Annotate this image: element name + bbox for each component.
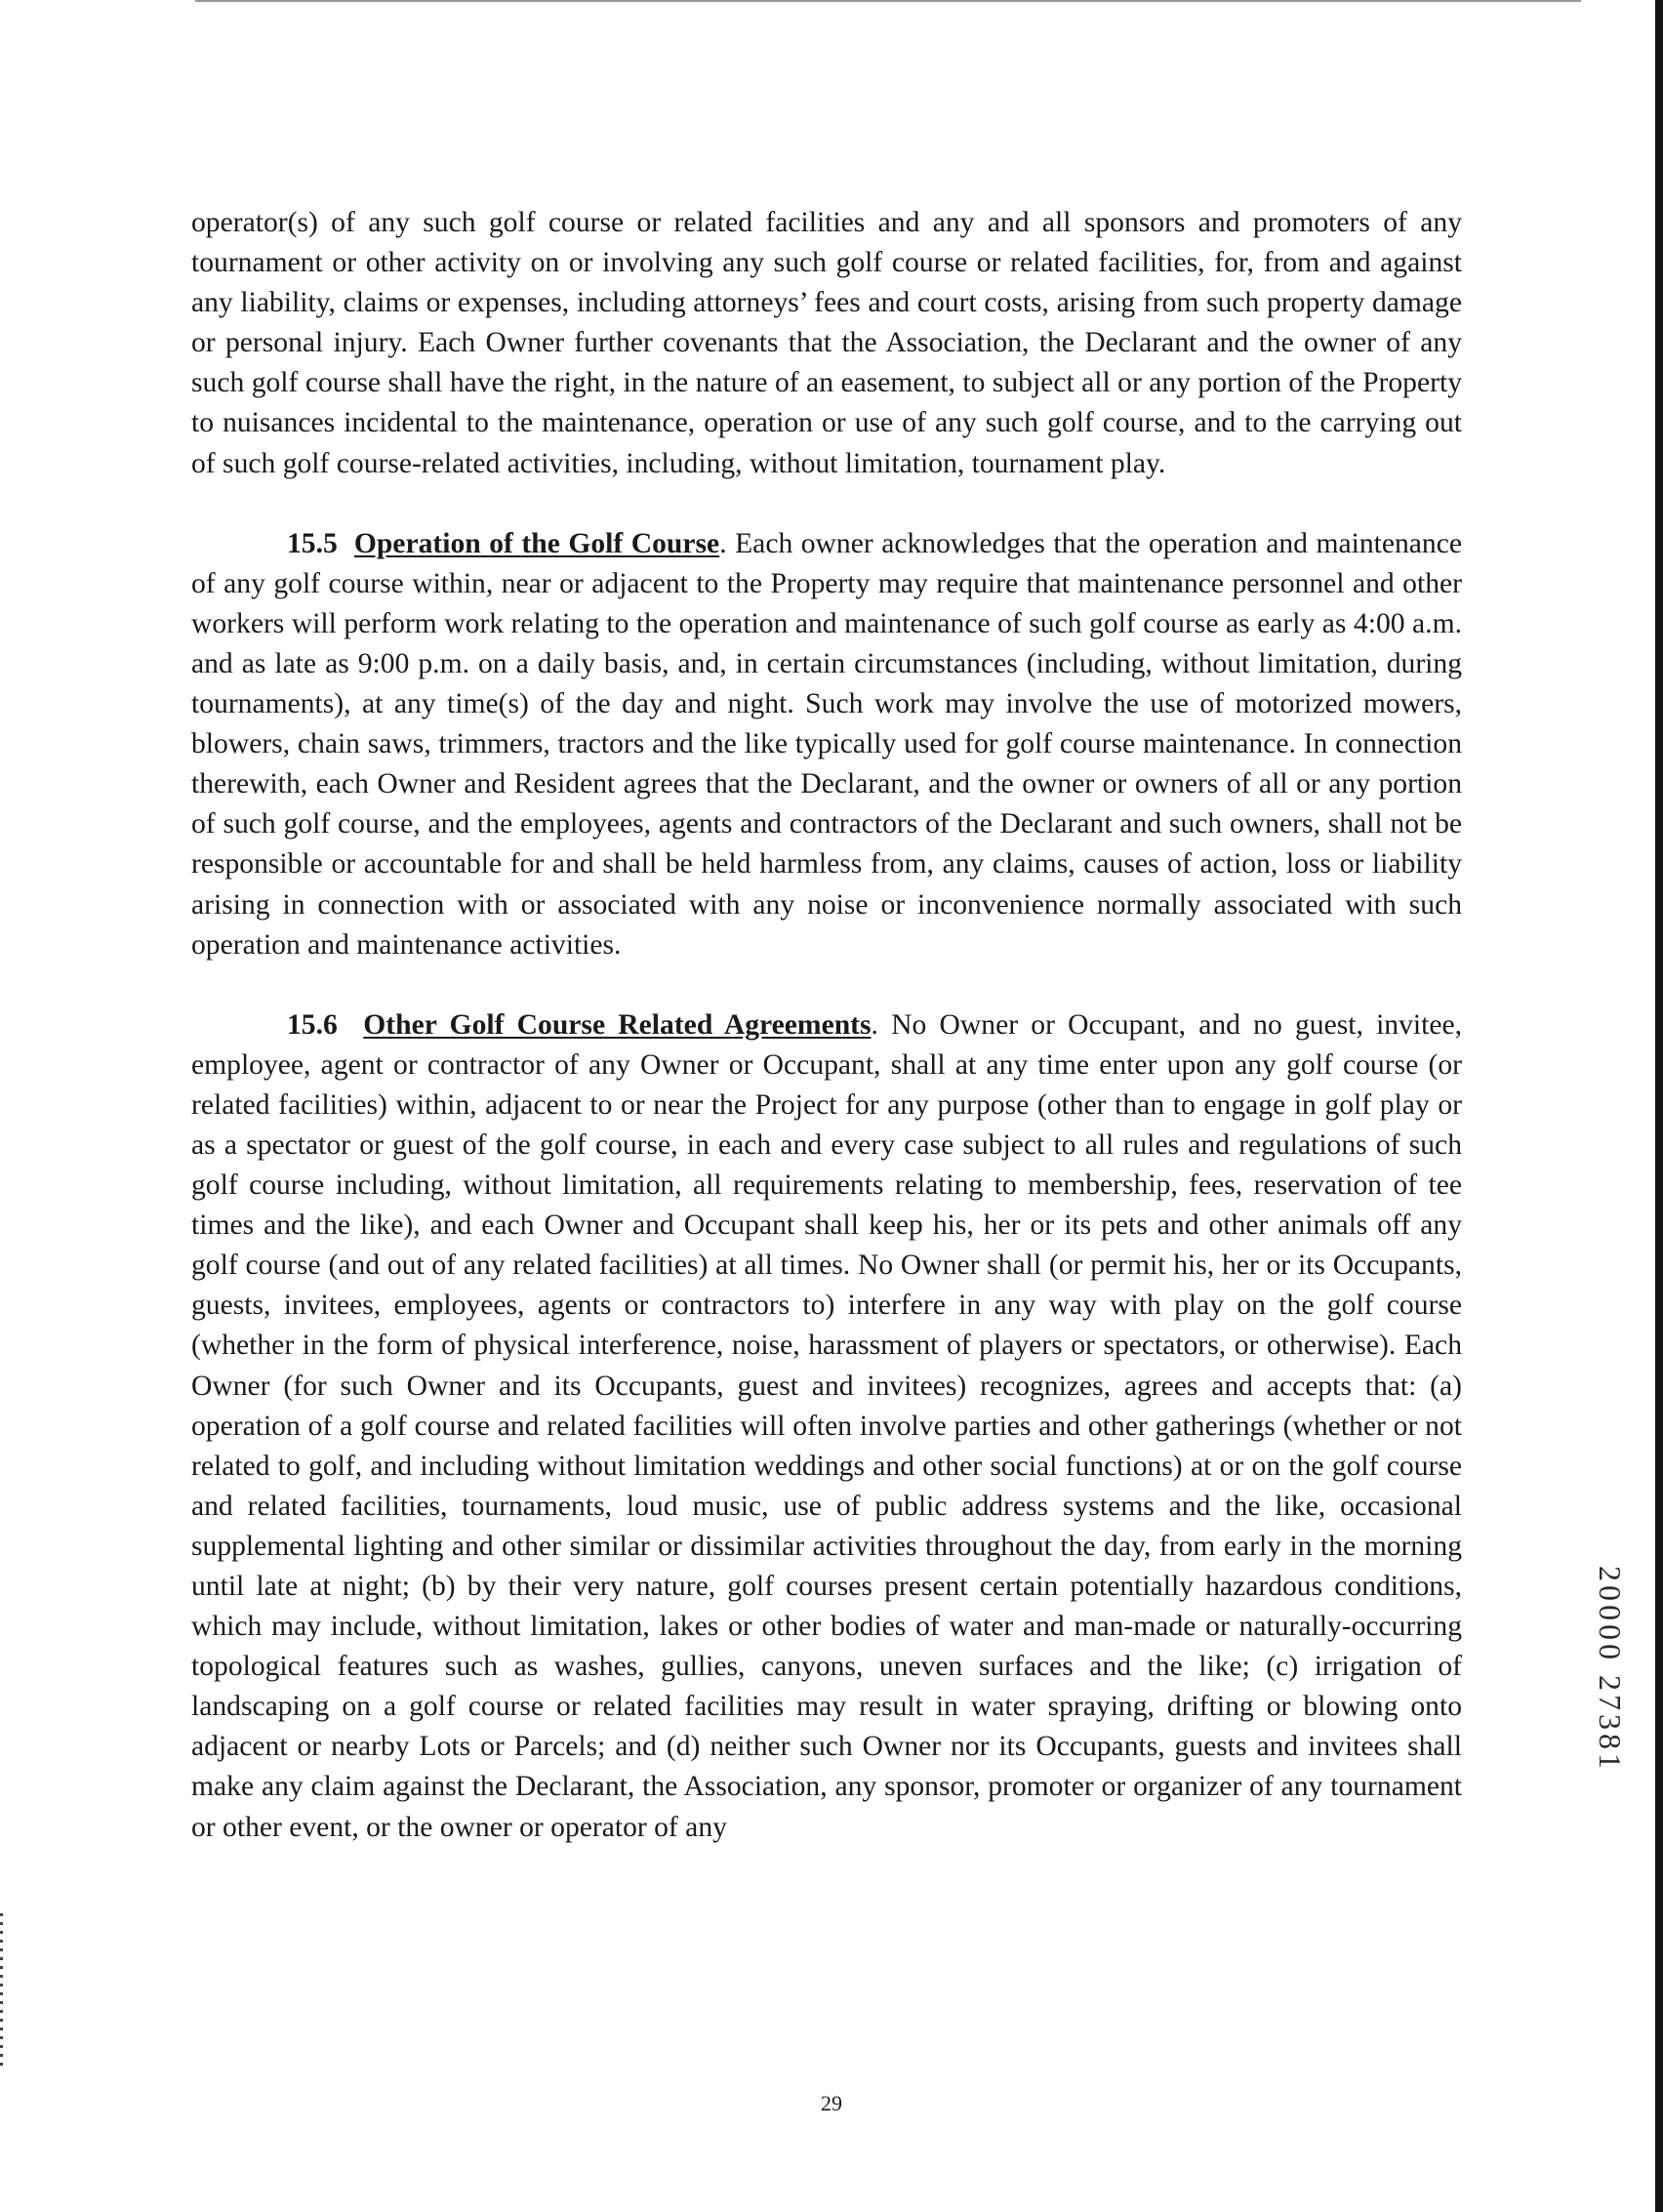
document-body	[191, 203, 1462, 1848]
section-15-6-paragraph	[191, 1005, 1462, 1848]
paragraph-text: . No Owner or Occupant, and no guest, invitee, employee, agent or contractor of any Owner or Occupant, shall at any time enter upon any golf course (or related facilities) within, adjacent to or near the Project for any purpose (other than to engage in golf play or as a spectator or guest of the golf course, in each and every case subject to all rules and regulations of such golf course including, without limitation, all requirements relating to membership, fees, reservation of tee times and the like), and each Owner and Occupant shall keep his, her or its pets and other animals off any golf course (and out of any related facilities) at all times. No Owner shall (or permit his, her or its Occupants, guests, invitees, employees, agents or contractors to) interfere in any way with play on the golf course (whether in the form of physical interference, noise, harassment of players or spectators, or otherwise). Each Owner (for such Owner and its Occupants, guest and invitees) recognizes, agrees and accepts that: (a) operation of a golf course and related facilities will often involve parties and other gatherings (whether or not related to golf, and including without limitation weddings and other social functions) at or on the golf course and related facilities, tournaments, loud music, use of public address systems and the like, occasional supplemental lighting and other similar or dissimilar activities throughout the day, from early in the morning until late at night; (b) by their very nature, golf courses present certain potentially hazardous conditions, which may include, without limitation, lakes or other bodies of water and man-made or naturally-occurring topological features such as washes, gullies, canyons, uneven surfaces and the like; (c) irrigation of landscaping on a golf course or related facilities may result in water spraying, drifting or blowing onto adjacent or nearby Lots or Parcels; and (d) neither such Owner nor its Occupants, guests and invitees shall make any claim against the Declarant, the Association, any sponsor, promoter or organizer of any tournament or other event, or the owner or operator of any	[191, 1008, 1462, 1843]
section-number: 15.6	[287, 1008, 338, 1041]
section-heading: Operation of the Golf Course	[353, 527, 720, 559]
section-heading: Other Golf Course Related Agreements	[363, 1008, 872, 1041]
section-number: 15.5	[287, 527, 338, 559]
paragraph-text: . Each owner acknowledges that the operation and maintenance of any golf course within, near or adjacent to the Property may require that maintenance personnel and other workers will perform work relating to the operation and maintenance of such golf course as early as 4:00 a.m. and as late as 9:00 p.m. on a daily basis, and, in certain circumstances (including, without limitation, during tournaments), at any time(s) of the day and night. Such work may involve the use of motorized mowers, blowers, chain saws, trimmers, tractors and the like typically used for golf course maintenance. In connection therewith, each Owner and Resident agrees that the Declarant, and the owner or owners of all or any portion of such golf course, and the employees, agents and contractors of the Declarant and such owners, shall not be responsible or accountable for and shall be held harmless from, any claims, causes of action, loss or liability arising in connection with or associated with any noise or inconvenience normally associated with such operation and maintenance activities.	[191, 527, 1462, 961]
scan-right-edge	[1655, 0, 1663, 2212]
page-number: 29	[821, 2091, 842, 2115]
scan-left-margin-marks	[0, 1913, 3, 2069]
recording-number-stamp: 20000 27381	[1593, 1566, 1628, 1773]
paragraph-text: operator(s) of any such golf course or related facilities and any and all sponsors and promoters of any tournament or other activity on or involving any such golf course or related facilities, for, from and against any liability, claims or expenses, including attorneys’ fees and court costs, arising from such property damage or personal injury. Each Owner further covenants that the Association, the Declarant and the owner of any such golf course shall have the right, in the nature of an easement, to subject all or any portion of the Property to nuisances incidental to the maintenance, operation or use of any such golf course, and to the carrying out of such golf course-related activities, including, without limitation, tournament play.	[191, 207, 1462, 479]
scan-top-border	[195, 0, 1581, 2]
section-15-5-paragraph	[191, 524, 1462, 965]
continuation-paragraph	[191, 203, 1462, 484]
